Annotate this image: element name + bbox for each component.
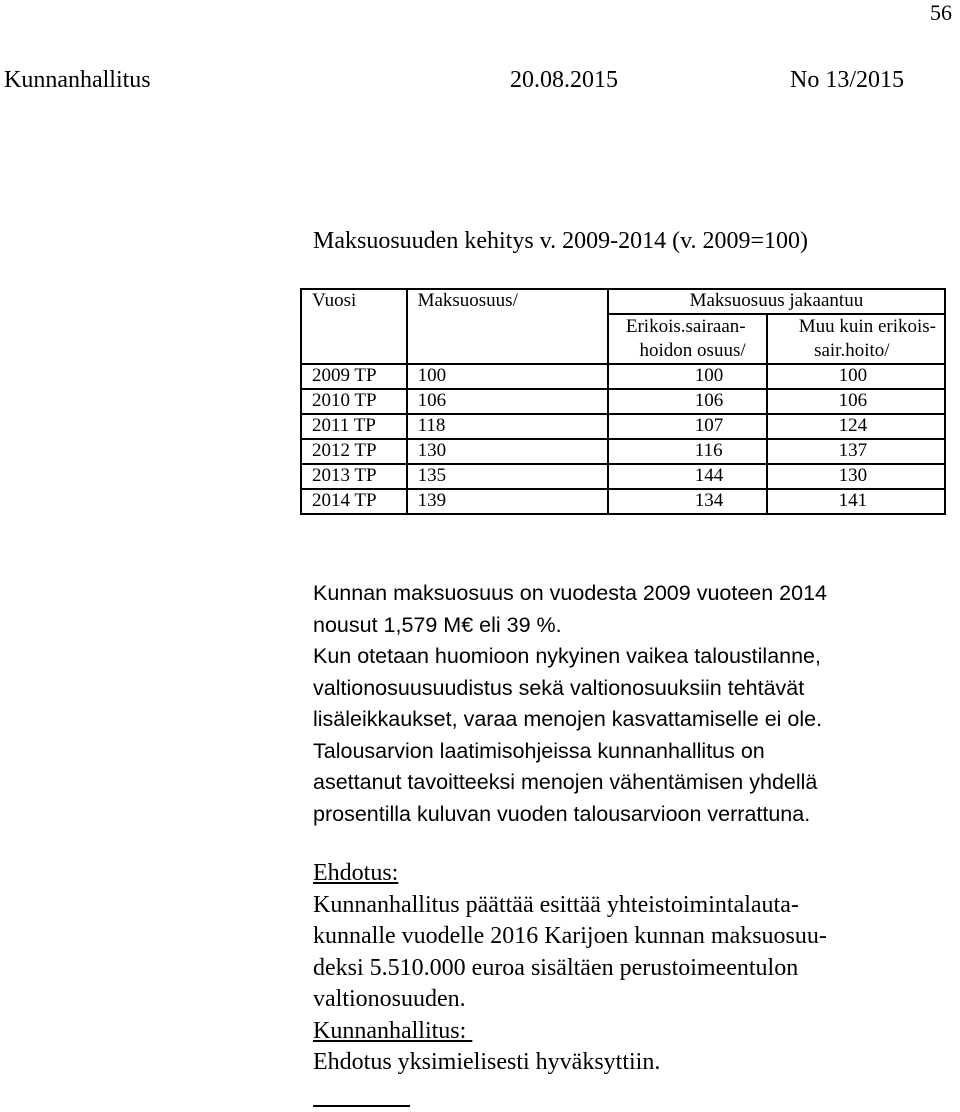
decision-text: Ehdotus yksimielisesti hyväksyttiin. xyxy=(313,1049,661,1075)
year-cell: 2013 TP xyxy=(301,464,407,489)
table-header-row xyxy=(301,289,945,314)
header-share: Maksuosuus/ xyxy=(407,289,608,364)
table-row xyxy=(301,489,945,514)
special-care-cell: 100 xyxy=(608,364,767,389)
special-care-cell: 106 xyxy=(608,389,767,414)
other-care-cell: 100 xyxy=(767,364,945,389)
header-other-line1: Muu kuin erikois- xyxy=(798,316,936,337)
body-line: nousut 1,579 M€ eli 39 %. xyxy=(313,612,562,637)
header-meeting-number: No 13/2015 xyxy=(790,67,904,93)
proposal-heading: Ehdotus: xyxy=(313,860,399,886)
page-number: 56 xyxy=(930,0,952,25)
table-row xyxy=(301,414,945,439)
special-care-cell: 144 xyxy=(608,464,767,489)
header-organization: Kunnanhallitus xyxy=(4,67,151,93)
share-cell: 100 xyxy=(407,364,608,389)
proposal-line: valtionosuuden. xyxy=(313,986,466,1012)
header-special-line1: Erikois.sairaan- xyxy=(625,316,746,337)
table-row xyxy=(301,439,945,464)
year-cell: 2009 TP xyxy=(301,364,407,389)
body-line: Talousarvion laatimisohjeissa kunnanhallitus on xyxy=(313,738,765,763)
table-row xyxy=(301,464,945,489)
year-cell: 2010 TP xyxy=(301,389,407,414)
other-care-cell: 130 xyxy=(767,464,945,489)
other-care-cell: 106 xyxy=(767,389,945,414)
header-split: Maksuosuus jakaantuu xyxy=(608,289,945,314)
share-cell: 118 xyxy=(407,414,608,439)
proposal-section xyxy=(313,858,953,1079)
table-row xyxy=(301,389,945,414)
share-cell: 139 xyxy=(407,489,608,514)
other-care-cell: 137 xyxy=(767,439,945,464)
signature-rule xyxy=(313,1105,410,1107)
header-other-care xyxy=(767,314,945,364)
special-care-cell: 107 xyxy=(608,414,767,439)
share-cell: 106 xyxy=(407,389,608,414)
proposal-text xyxy=(313,890,953,1016)
header-date: 20.08.2015 xyxy=(510,67,618,93)
header-other-line2: sair.hoito/ xyxy=(814,340,890,361)
header-year: Vuosi xyxy=(301,289,407,364)
proposal-line: kunnalle vuodelle 2016 Karijoen kunnan maksuosuu- xyxy=(313,923,827,949)
special-care-cell: 116 xyxy=(608,439,767,464)
special-care-cell: 134 xyxy=(608,489,767,514)
header-special-line2: hoidon osuus/ xyxy=(639,340,746,361)
year-cell: 2011 TP xyxy=(301,414,407,439)
table-row xyxy=(301,364,945,389)
share-development-table xyxy=(300,288,946,515)
header-special-care xyxy=(608,314,767,364)
table-title: Maksuosuuden kehitys v. 2009-2014 (v. 2009=100) xyxy=(313,228,809,254)
body-line: Kunnan maksuosuus on vuodesta 2009 vuoteen 2014 xyxy=(313,581,828,605)
body-line: Kun otetaan huomioon nykyinen vaikea taloustilanne, xyxy=(313,644,821,668)
body-line: lisäleikkaukset, varaa menojen kasvattamiselle ei ole. xyxy=(313,707,823,731)
explanation-text xyxy=(313,578,953,830)
other-care-cell: 141 xyxy=(767,489,945,514)
body-line: valtionosuusuudistus sekä valtionosuuksiin tehtävät xyxy=(313,675,805,700)
year-cell: 2012 TP xyxy=(301,439,407,464)
share-cell: 135 xyxy=(407,464,608,489)
body-line: prosentilla kuluvan vuoden talousarvioon verrattuna. xyxy=(313,801,811,826)
share-cell: 130 xyxy=(407,439,608,464)
body-line: asettanut tavoitteeksi menojen vähentämisen yhdellä xyxy=(313,770,818,794)
decision-heading: Kunnanhallitus: xyxy=(313,1017,473,1044)
year-cell: 2014 TP xyxy=(301,489,407,514)
other-care-cell: 124 xyxy=(767,414,945,439)
proposal-line: Kunnanhallitus päättää esittää yhteistoimintalauta- xyxy=(313,891,799,918)
proposal-line: deksi 5.510.000 euroa sisältäen perustoimeentulon xyxy=(313,954,799,981)
